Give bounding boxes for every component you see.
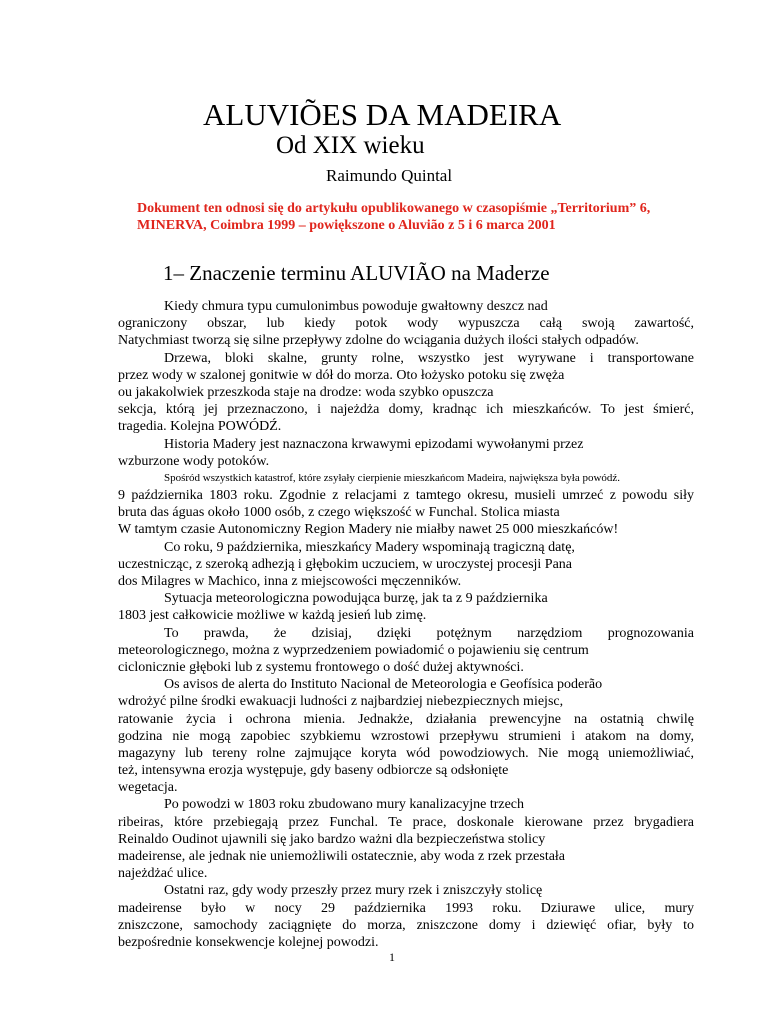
- document-title: ALUVIÕES DA MADEIRA: [203, 97, 562, 132]
- body-line: Drzewa, bloki skalne, grunty rolne, wszystko jest wyrywane i transportowane: [164, 350, 694, 366]
- document-subtitle: Od XIX wieku: [276, 132, 425, 159]
- body-line: 9 października 1803 roku. Zgodnie z relacjami z tamtego okresu, musieli umrzeć z powodu siły: [118, 488, 694, 504]
- body-line: zniszczone, samochody zaciągnięte do morza, zniszczone domy i dziewięć ofiar, były to: [118, 917, 694, 933]
- body-line: wdrożyć pilne środki ewakuacji ludności z najbardziej niebezpiecznych miejsc,: [118, 694, 564, 710]
- body-line: ograniczony obszar, lub kiedy potok wody wypuszcza całą swoją zawartość,: [118, 316, 694, 332]
- body-line: tragedia. Kolejna POWÓDŹ.: [118, 419, 282, 435]
- body-line: godzina nie mogą zapobiec szybkiemu wzrostowi przepływu strumieni i atakom na domy,: [118, 728, 694, 744]
- body-line: Spośród wszystkich katastrof, które zsyłały cierpienie mieszkańcom Madeira, największa była powódź.: [164, 471, 621, 484]
- body-line: najeżdżać ulice.: [118, 866, 208, 882]
- body-line: Os avisos de alerta do Instituto Nacional de Meteorologia e Geofísica poderão: [164, 677, 603, 693]
- body-line: ciclonicznie głęboki lub z systemu frontowego o dość dużej aktywności.: [118, 659, 524, 675]
- body-line: ribeiras, które przebiegają przez Funchal. Te prace, doskonale kierowane przez brygadiera: [118, 814, 694, 830]
- page-number: 1: [389, 950, 395, 964]
- body-line: Historia Madery jest naznaczona krwawymi epizodami wywołanymi przez: [164, 436, 584, 452]
- body-line: meteorologicznego, można z wyprzedzeniem powiadomić o pojawieniu się centrum: [118, 642, 589, 658]
- body-line: sekcja, którą jej przeznaczono, i najeżdża domy, kradnąc ich mieszkańców. To jest śmierć,: [118, 402, 694, 418]
- body-line: W tamtym czasie Autonomiczny Region Madery nie miałby nawet 25 000 mieszkańców!: [118, 522, 619, 538]
- body-text: [118, 298, 694, 951]
- section-heading: 1– Znaczenie terminu ALUVIÃO na Maderze: [163, 261, 550, 285]
- body-line: Natychmiast tworzą się silne przepływy zdolne do wciągania dużych ilości stałych odpadów.: [118, 333, 639, 349]
- body-line: Kiedy chmura typu cumulonimbus powoduje gwałtowny deszcz nad: [164, 299, 548, 314]
- body-line: przez wody w szalonej gonitwie w dół do morza. Oto łożysko potoku się zwęża: [118, 367, 565, 383]
- body-line: magazyny lub tereny rolne zajmujące koryta wód powodziowych. Nie mogą uniemożliwiać,: [118, 745, 694, 761]
- body-line: To prawda, że dzisiaj, dzięki potężnym narzędziom prognozowania: [164, 625, 694, 641]
- body-line: Reinaldo Oudinot ujawnili się jako bardzo ważni dla bezpieczeństwa stolicy: [118, 831, 546, 847]
- body-line: ratowanie życia i ochrona mienia. Jednakże, działania prewencyjne na ostatnią chwilę: [118, 711, 694, 727]
- body-line: Co roku, 9 października, mieszkańcy Madery wspominają tragiczną datę,: [164, 539, 575, 555]
- publication-note-line: MINERVA, Coimbra 1999 – powiększone o Aluvião z 5 i 6 marca 2001: [137, 218, 556, 233]
- body-line: madeirense, ale jednak nie uniemożliwili ostatecznie, aby woda z rzek przestała: [118, 849, 566, 864]
- body-line: Po powodzi w 1803 roku zbudowano mury kanalizacyjne trzech: [164, 797, 525, 813]
- body-line: uczestnicząc, z szeroką adhezją i głębokim uczuciem, w uroczystej procesji Pana: [118, 556, 573, 572]
- body-line: Ostatni raz, gdy wody przeszły przez mury rzek i zniszczyły stolicę: [164, 883, 543, 899]
- body-line: wzburzone wody potoków.: [118, 453, 270, 469]
- body-line: dos Milagres w Machico, inna z miejscowości męczenników.: [118, 574, 462, 589]
- body-line: bruta das águas około 1000 osób, z czego większość w Funchal. Stolica miasta: [118, 505, 560, 521]
- body-line: ou jakakolwiek przeszkoda staje na drodze: woda szybko opuszcza: [118, 384, 494, 400]
- body-line: wegetacja.: [118, 780, 178, 796]
- document-author: Raimundo Quintal: [326, 166, 453, 185]
- body-line: Sytuacja meteorologiczna powodująca burzę, jak ta z 9 października: [164, 591, 548, 607]
- publication-note-line: Dokument ten odnosi się do artykułu opublikowanego w czasopiśmie „Territorium” 6,: [137, 201, 651, 216]
- body-line: bezpośrednie konsekwencje kolejnej powodzi.: [118, 934, 379, 950]
- body-line: też, intensywna erozja występuje, gdy baseny odbiorcze są odsłonięte: [118, 763, 509, 779]
- body-line: madeirense było w nocy 29 października 1993 roku. Dziurawe ulice, mury: [118, 900, 694, 916]
- body-line: 1803 jest całkowicie możliwe w każdą jesień lub zimę.: [118, 608, 427, 624]
